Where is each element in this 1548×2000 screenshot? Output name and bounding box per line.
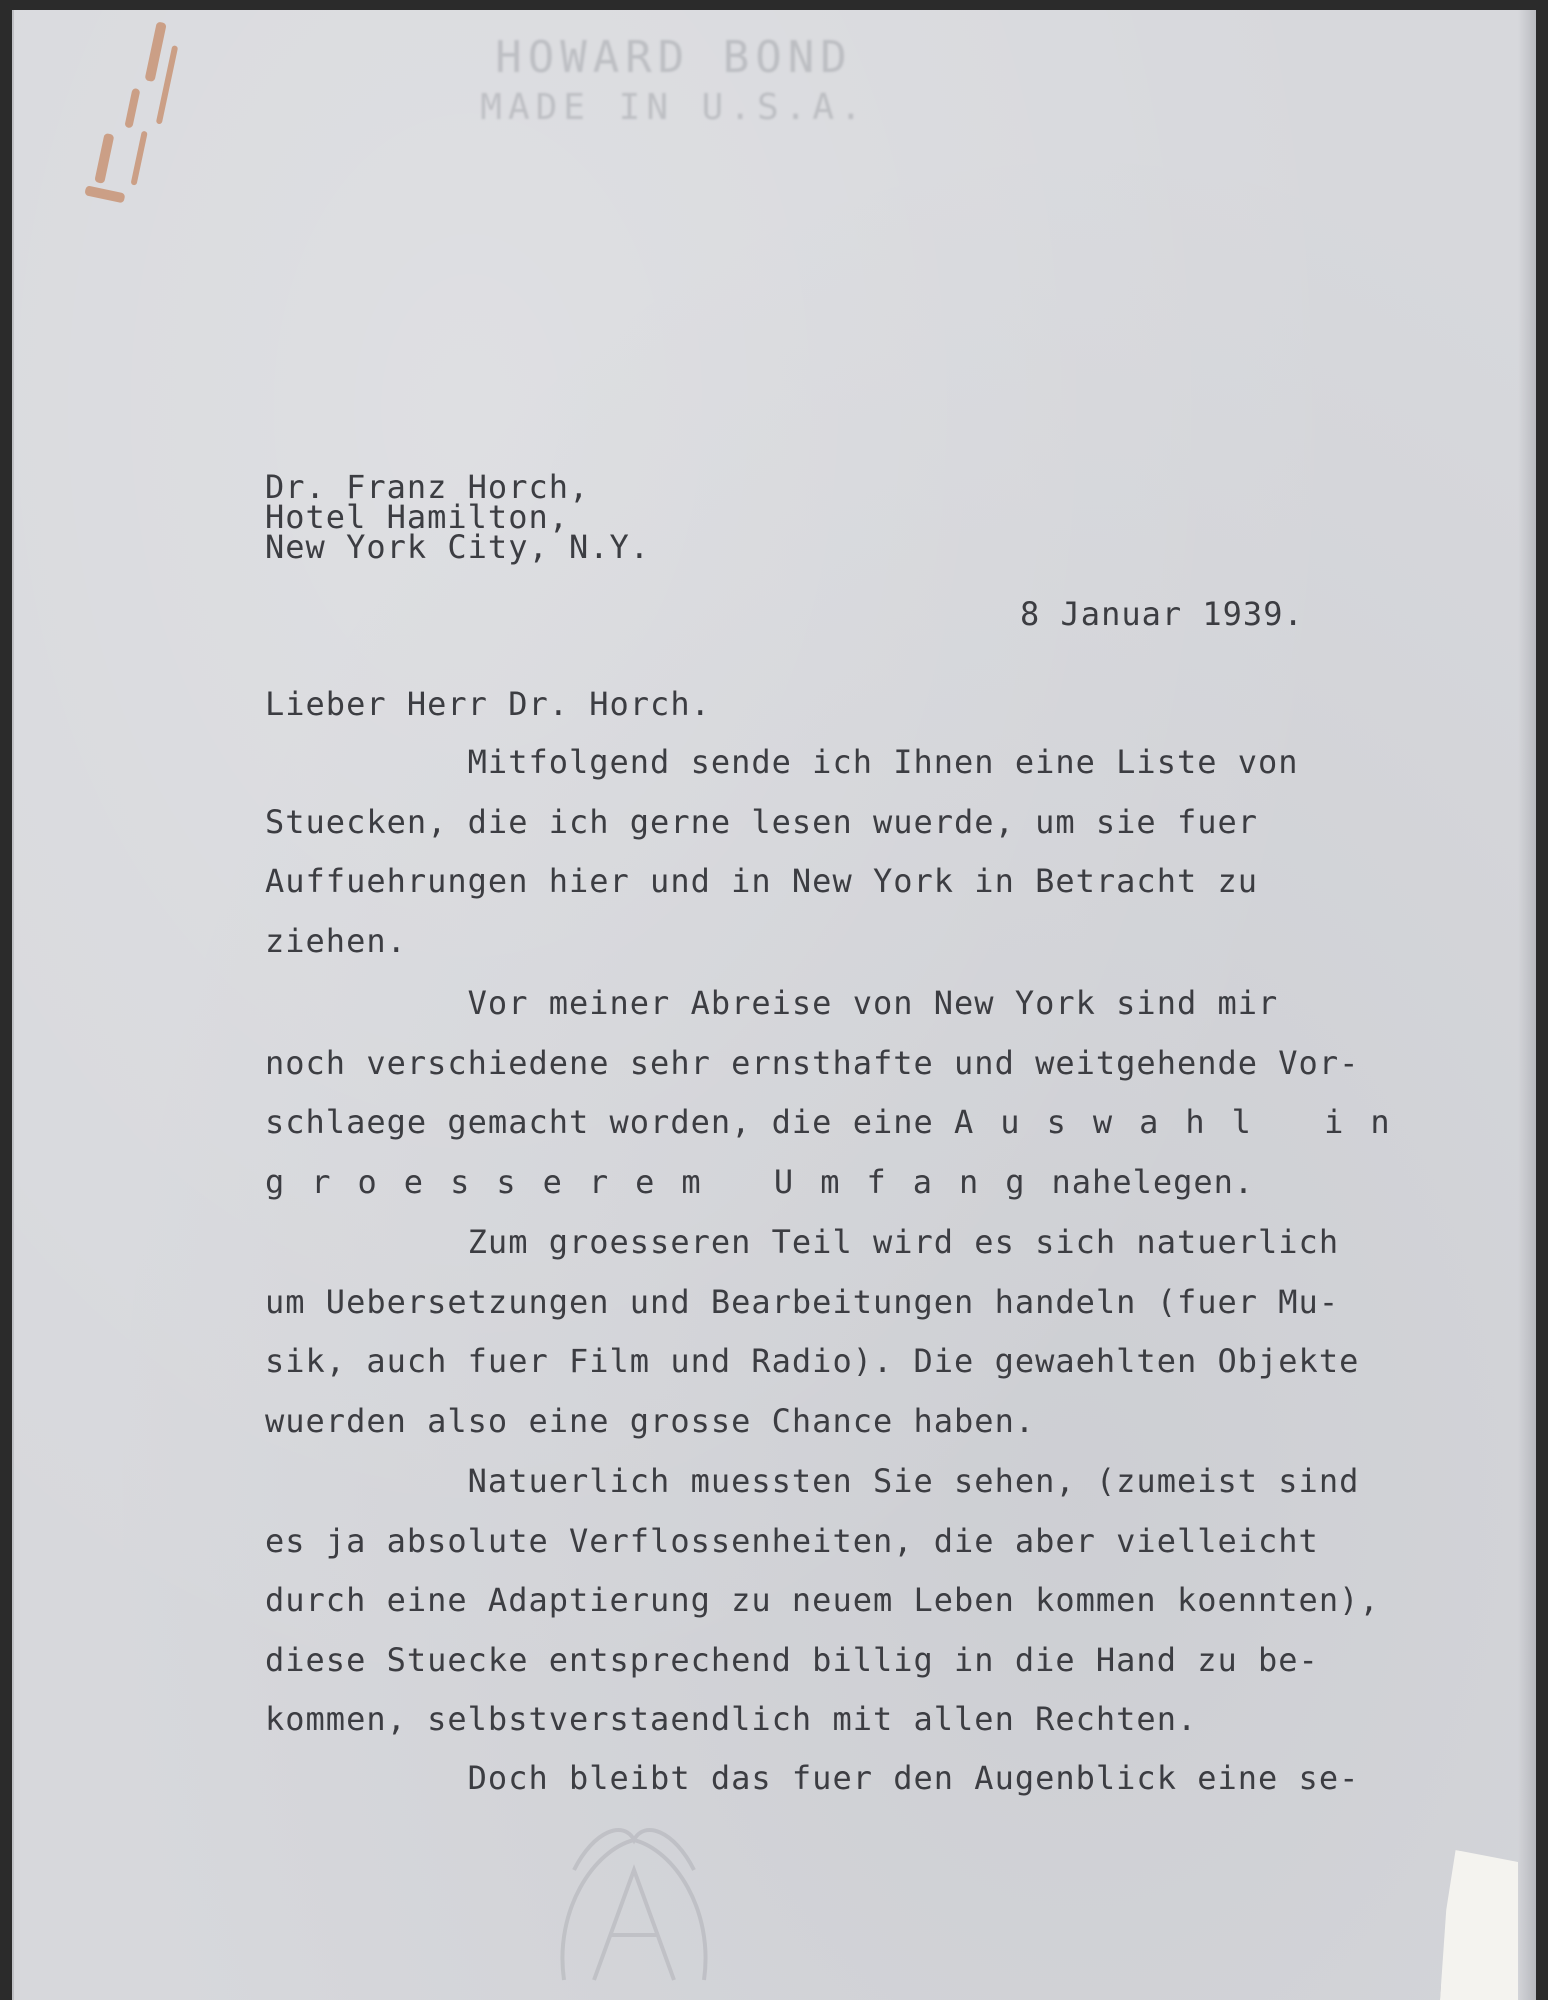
recipient-hotel: Hotel Hamilton,: [265, 498, 569, 536]
paragraph-5: [265, 1749, 1359, 1809]
watermark-line-2: MADE IN U.S.A.: [480, 87, 868, 128]
paragraph-2: [265, 974, 1417, 1212]
text-line: Stuecken, die ich gerne lesen wuerde, um sie fuer: [265, 802, 1259, 841]
text-line: Auffuehrungen hier und in New York in Betracht zu: [265, 862, 1259, 900]
recipient-address: [265, 468, 651, 566]
recipient-name: Dr. Franz Horch,: [265, 468, 590, 506]
paper-edge-shadow: [1518, 10, 1536, 2000]
text-line: Vor meiner Abreise von New York sind mir: [265, 984, 1279, 1022]
text-line-segment: schlaege gemacht worden, die eine: [265, 1103, 934, 1141]
text-line: Mitfolgend sende ich Ihnen eine Liste von: [265, 743, 1299, 781]
paragraph-4: [265, 1452, 1380, 1750]
text-line: Natuerlich muessten Sie sehen, (zumeist sind: [265, 1462, 1360, 1500]
salutation: Lieber Herr Dr. Horch.: [265, 685, 711, 723]
paragraph-3: [265, 1213, 1359, 1451]
torn-corner: [1440, 1850, 1518, 2000]
letter-date: 8 Januar 1939.: [1020, 595, 1304, 633]
text-line-segment: nahelegen.: [1051, 1162, 1255, 1201]
watermark: [394, 30, 954, 130]
embossed-seal: [534, 1810, 734, 1990]
text-line: Doch bleibt das fuer den Augenblick eine se-: [265, 1759, 1360, 1797]
text-line: um Uebersetzungen und Bearbeitungen handeln (fuer Mu-: [265, 1282, 1340, 1321]
paragraph-1: [265, 733, 1299, 971]
text-line: diese Stuecke entsprechend billig in die Hand zu be-: [265, 1640, 1319, 1679]
text-line: wuerden also eine grosse Chance haben.: [265, 1401, 1036, 1440]
text-line: ziehen.: [265, 921, 407, 960]
text-line: [265, 1093, 1417, 1153]
text-line: Zum groesseren Teil wird es sich natuerlich: [265, 1223, 1340, 1261]
text-line: durch eine Adaptierung zu neuem Leben kommen koennten),: [265, 1581, 1380, 1619]
text-line: [265, 1153, 1417, 1213]
spaced-emphasis: groesserem Umfang: [265, 1162, 1052, 1201]
text-line: kommen, selbstverstaendlich mit allen Rechten.: [265, 1700, 1198, 1738]
spaced-emphasis: Auswahl in: [954, 1103, 1417, 1141]
rust-stain: [72, 13, 206, 247]
text-line: sik, auch fuer Film und Radio). Die gewaehlten Objekte: [265, 1342, 1360, 1380]
text-line: es ja absolute Verflossenheiten, die aber vielleicht: [265, 1521, 1319, 1560]
text-line: noch verschiedene sehr ernsthafte und weitgehende Vor-: [265, 1043, 1360, 1082]
watermark-line-1: HOWARD BOND: [495, 32, 853, 83]
recipient-city: New York City, N.Y.: [265, 528, 651, 566]
